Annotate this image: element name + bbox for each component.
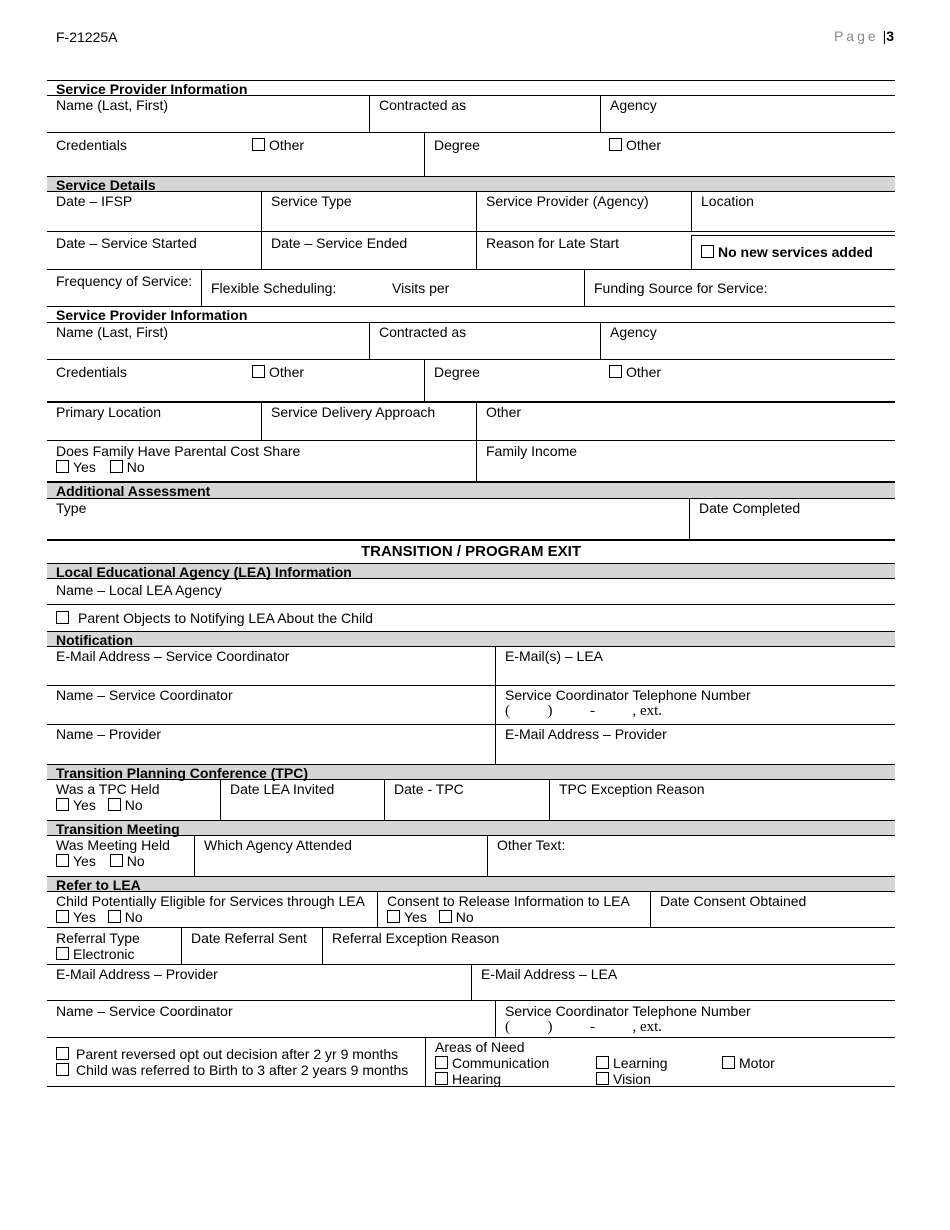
label: Yes xyxy=(73,797,96,813)
area-motor[interactable] xyxy=(722,1055,775,1071)
consent-no[interactable] xyxy=(439,909,474,925)
label: Consent to Release Information to LEA xyxy=(387,893,630,909)
label: No xyxy=(455,909,474,925)
label: Child was referred to Birth to 3 after 2 years 9 months xyxy=(76,1062,409,1078)
label: Learning xyxy=(613,1055,668,1071)
field-other-text[interactable] xyxy=(487,836,895,876)
section-tpc: Transition Planning Conference (TPC) xyxy=(47,764,895,780)
reversed-opt-out-option[interactable] xyxy=(56,1046,417,1062)
field-date-consent[interactable] xyxy=(650,892,895,927)
checkbox[interactable] xyxy=(56,947,69,960)
label: No xyxy=(124,909,143,925)
checkbox[interactable] xyxy=(56,460,69,473)
section-service-details: Service Details xyxy=(47,176,895,192)
section-service-provider-2: Service Provider Information xyxy=(47,307,895,323)
field-family-income[interactable] xyxy=(476,441,895,481)
field-tpc-held[interactable] xyxy=(47,780,220,820)
page-separator: | xyxy=(882,28,887,44)
area-communication[interactable] xyxy=(435,1055,549,1071)
label: Date Completed xyxy=(699,500,801,516)
section-service-provider-1: Service Provider Information xyxy=(47,80,895,96)
label: Was Meeting Held xyxy=(56,837,170,853)
tpc-held-yes[interactable] xyxy=(56,797,96,813)
referred-after-option[interactable] xyxy=(56,1062,417,1078)
label: Primary Location xyxy=(56,404,162,420)
section-notification: Notification xyxy=(47,631,895,647)
checkbox[interactable] xyxy=(609,365,622,378)
label: Name – Service Coordinator xyxy=(56,687,233,703)
field-email-service-coordinator[interactable] xyxy=(47,647,495,685)
label: Other xyxy=(486,404,522,420)
tpc-held-no[interactable] xyxy=(108,797,143,813)
phone-format: ( ) - , ext. xyxy=(505,1019,663,1035)
label: Other Text: xyxy=(497,837,566,853)
checkbox[interactable] xyxy=(56,854,69,867)
field-agency-2[interactable] xyxy=(600,323,895,359)
label: TPC Exception Reason xyxy=(559,781,705,797)
label: Other xyxy=(626,137,662,153)
section-lea-information: Local Educational Agency (LEA) Information xyxy=(47,563,895,579)
area-hearing[interactable] xyxy=(435,1071,501,1087)
cost-share-yes[interactable] xyxy=(56,459,96,475)
label: Service Coordinator Telephone Number xyxy=(505,687,751,703)
referral-electronic-option[interactable] xyxy=(56,946,173,962)
field-credentials[interactable] xyxy=(47,133,424,176)
visits-per-label: Visits per xyxy=(392,280,450,296)
field-name-service-coordinator[interactable] xyxy=(47,686,495,724)
field-date-service-started[interactable] xyxy=(47,232,261,269)
checkbox[interactable] xyxy=(56,910,69,923)
checkbox[interactable] xyxy=(596,1056,609,1069)
label: Date - TPC xyxy=(394,781,464,797)
label: Degree xyxy=(434,364,480,380)
field-contracted-as[interactable] xyxy=(369,96,600,132)
phone-format: ( ) - , ext. xyxy=(505,703,663,719)
checkbox[interactable] xyxy=(435,1072,448,1085)
label: Service Type xyxy=(271,193,352,209)
area-vision[interactable] xyxy=(596,1071,651,1087)
meeting-held-no[interactable] xyxy=(110,853,145,869)
field-date-ifsp[interactable] xyxy=(47,192,261,231)
field-date-lea-invited[interactable] xyxy=(220,780,384,820)
label: Service Delivery Approach xyxy=(271,404,436,420)
field-flexible-scheduling[interactable] xyxy=(201,270,584,306)
checkbox[interactable] xyxy=(435,1056,448,1069)
label: Parent reversed opt out decision after 2 yr 9 months xyxy=(76,1046,399,1062)
label: Hearing xyxy=(452,1071,502,1087)
label: Referral Exception Reason xyxy=(332,930,500,946)
label: Vision xyxy=(613,1071,651,1087)
label: Yes xyxy=(73,459,96,475)
field-funding-source[interactable] xyxy=(584,270,895,306)
label: Contracted as xyxy=(379,97,467,113)
checkbox[interactable] xyxy=(252,138,265,151)
label: E-Mail Address – Service Coordinator xyxy=(56,648,290,664)
label: Does Family Have Parental Cost Share xyxy=(56,443,301,459)
field-credentials-2[interactable] xyxy=(47,360,424,401)
field-service-provider-agency[interactable] xyxy=(476,192,691,231)
meeting-held-yes[interactable] xyxy=(56,853,96,869)
label: Name – Provider xyxy=(56,726,162,742)
field-name-provider[interactable] xyxy=(47,725,495,764)
field-opt-out-options[interactable] xyxy=(47,1038,425,1086)
label: Which Agency Attended xyxy=(204,837,352,853)
checkbox[interactable] xyxy=(56,1063,69,1076)
degree-other-option[interactable] xyxy=(609,137,661,153)
page-indicator xyxy=(834,28,894,44)
eligible-no[interactable] xyxy=(108,909,143,925)
section-refer-to-lea: Refer to LEA xyxy=(47,876,895,892)
label: E-Mail Address – Provider xyxy=(56,966,218,982)
label: Date LEA Invited xyxy=(230,781,335,797)
field-email-lea-2[interactable] xyxy=(471,965,895,1000)
field-other[interactable] xyxy=(476,403,895,440)
checkbox[interactable] xyxy=(701,245,714,258)
field-contracted-as-2[interactable] xyxy=(369,323,600,359)
label: Motor xyxy=(739,1055,775,1071)
checkbox[interactable] xyxy=(110,460,123,473)
checkbox[interactable] xyxy=(252,365,265,378)
label: Service Provider (Agency) xyxy=(486,193,649,209)
field-child-eligible[interactable] xyxy=(47,892,377,927)
label: Yes xyxy=(404,909,427,925)
label: E-Mail(s) – LEA xyxy=(505,648,604,664)
label: Credentials xyxy=(56,137,127,153)
checkbox[interactable] xyxy=(387,910,400,923)
label: Type xyxy=(56,500,87,516)
field-degree[interactable] xyxy=(424,133,895,176)
eligible-yes[interactable] xyxy=(56,909,96,925)
no-new-services-option[interactable] xyxy=(691,235,895,269)
field-sc-telephone[interactable] xyxy=(495,686,895,724)
checkbox[interactable] xyxy=(596,1072,609,1085)
page-label: Page xyxy=(833,28,879,44)
label: Date Referral Sent xyxy=(191,930,307,946)
label: E-Mail Address – LEA xyxy=(481,966,618,982)
label: Frequency of Service: xyxy=(56,273,193,289)
checkbox[interactable] xyxy=(56,1047,69,1060)
field-degree-2[interactable] xyxy=(424,360,895,401)
label: Agency xyxy=(610,97,657,113)
checkbox[interactable] xyxy=(56,798,69,811)
label: Funding Source for Service: xyxy=(594,280,768,296)
checkbox[interactable] xyxy=(110,854,123,867)
label: No xyxy=(126,853,145,869)
field-service-delivery-approach[interactable] xyxy=(261,403,476,440)
field-location[interactable] xyxy=(691,192,895,231)
label: Family Income xyxy=(486,443,578,459)
field-name-last-first[interactable] xyxy=(47,96,369,132)
label: Name – Service Coordinator xyxy=(56,1003,233,1019)
checkbox[interactable] xyxy=(722,1056,735,1069)
label: Credentials xyxy=(56,364,127,380)
label: Other xyxy=(269,137,305,153)
label: Reason for Late Start xyxy=(486,235,620,251)
degree-other-option-2[interactable] xyxy=(609,364,661,380)
label: Flexible Scheduling: xyxy=(211,280,337,296)
checkbox[interactable] xyxy=(56,611,69,624)
field-date-service-ended[interactable] xyxy=(261,232,476,269)
label: Other xyxy=(626,364,662,380)
form-number: F-21225A xyxy=(56,29,118,45)
field-which-agency[interactable] xyxy=(194,836,487,876)
field-reason-late-start[interactable] xyxy=(476,232,691,269)
field-date-tpc[interactable] xyxy=(384,780,549,820)
label: Name (Last, First) xyxy=(56,97,169,113)
label: Was a TPC Held xyxy=(56,781,160,797)
label: Other xyxy=(269,364,305,380)
field-parental-cost-share[interactable] xyxy=(47,441,476,481)
field-primary-location[interactable] xyxy=(47,403,261,440)
label: Agency xyxy=(610,324,657,340)
label: Referral Type xyxy=(56,930,140,946)
transition-title: TRANSITION / PROGRAM EXIT xyxy=(47,539,895,563)
label: No new services added xyxy=(718,244,873,260)
field-sc-telephone-2[interactable] xyxy=(495,1001,895,1037)
label: Yes xyxy=(73,853,96,869)
label: Service Coordinator Telephone Number xyxy=(505,1003,751,1019)
parent-objects-option[interactable] xyxy=(47,605,895,631)
label: Yes xyxy=(73,909,96,925)
field-consent-release[interactable] xyxy=(377,892,650,927)
field-areas-of-need[interactable] xyxy=(425,1038,895,1086)
field-tpc-exception[interactable] xyxy=(549,780,895,820)
field-meeting-held[interactable] xyxy=(47,836,194,876)
credentials-other-option-2[interactable] xyxy=(252,364,304,380)
field-emails-lea[interactable] xyxy=(495,647,895,685)
field-referral-type[interactable] xyxy=(47,928,181,964)
label: Communication xyxy=(452,1055,550,1071)
field-referral-exception[interactable] xyxy=(322,928,895,964)
checkbox[interactable] xyxy=(108,798,121,811)
field-date-referral-sent[interactable] xyxy=(181,928,322,964)
label: Date – Service Started xyxy=(56,235,197,251)
label: Name (Last, First) xyxy=(56,324,169,340)
field-assessment-type[interactable] xyxy=(47,499,689,539)
form xyxy=(47,80,895,1087)
field-agency[interactable] xyxy=(600,96,895,132)
field-date-completed[interactable] xyxy=(689,499,895,539)
label: Date – Service Ended xyxy=(271,235,408,251)
checkbox[interactable] xyxy=(108,910,121,923)
label: Date Consent Obtained xyxy=(660,893,807,909)
label: Name – Local LEA Agency xyxy=(56,582,222,598)
field-service-type[interactable] xyxy=(261,192,476,231)
checkbox[interactable] xyxy=(609,138,622,151)
label: Contracted as xyxy=(379,324,467,340)
field-email-provider[interactable] xyxy=(495,725,895,764)
label: Location xyxy=(701,193,754,209)
cost-share-no[interactable] xyxy=(110,459,145,475)
page-number: 3 xyxy=(886,28,894,44)
section-transition-meeting: Transition Meeting xyxy=(47,820,895,836)
area-learning[interactable] xyxy=(596,1055,668,1071)
field-frequency[interactable] xyxy=(47,270,201,306)
credentials-other-option[interactable] xyxy=(252,137,304,153)
consent-yes[interactable] xyxy=(387,909,427,925)
label: Degree xyxy=(434,137,480,153)
label: Parent Objects to Notifying LEA About the Child xyxy=(78,610,373,626)
label: Date – IFSP xyxy=(56,193,133,209)
checkbox[interactable] xyxy=(439,910,452,923)
field-email-provider-2[interactable] xyxy=(47,965,471,1000)
label: E-Mail Address – Provider xyxy=(505,726,667,742)
field-local-lea-agency[interactable] xyxy=(47,579,895,604)
label: Areas of Need xyxy=(435,1039,525,1055)
field-name-last-first-2[interactable] xyxy=(47,323,369,359)
label: No xyxy=(126,459,145,475)
field-name-service-coordinator-2[interactable] xyxy=(47,1001,495,1037)
section-additional-assessment: Additional Assessment xyxy=(47,483,895,499)
label: Electronic xyxy=(73,946,135,962)
label: Child Potentially Eligible for Services through LEA xyxy=(56,893,365,909)
label: No xyxy=(124,797,143,813)
